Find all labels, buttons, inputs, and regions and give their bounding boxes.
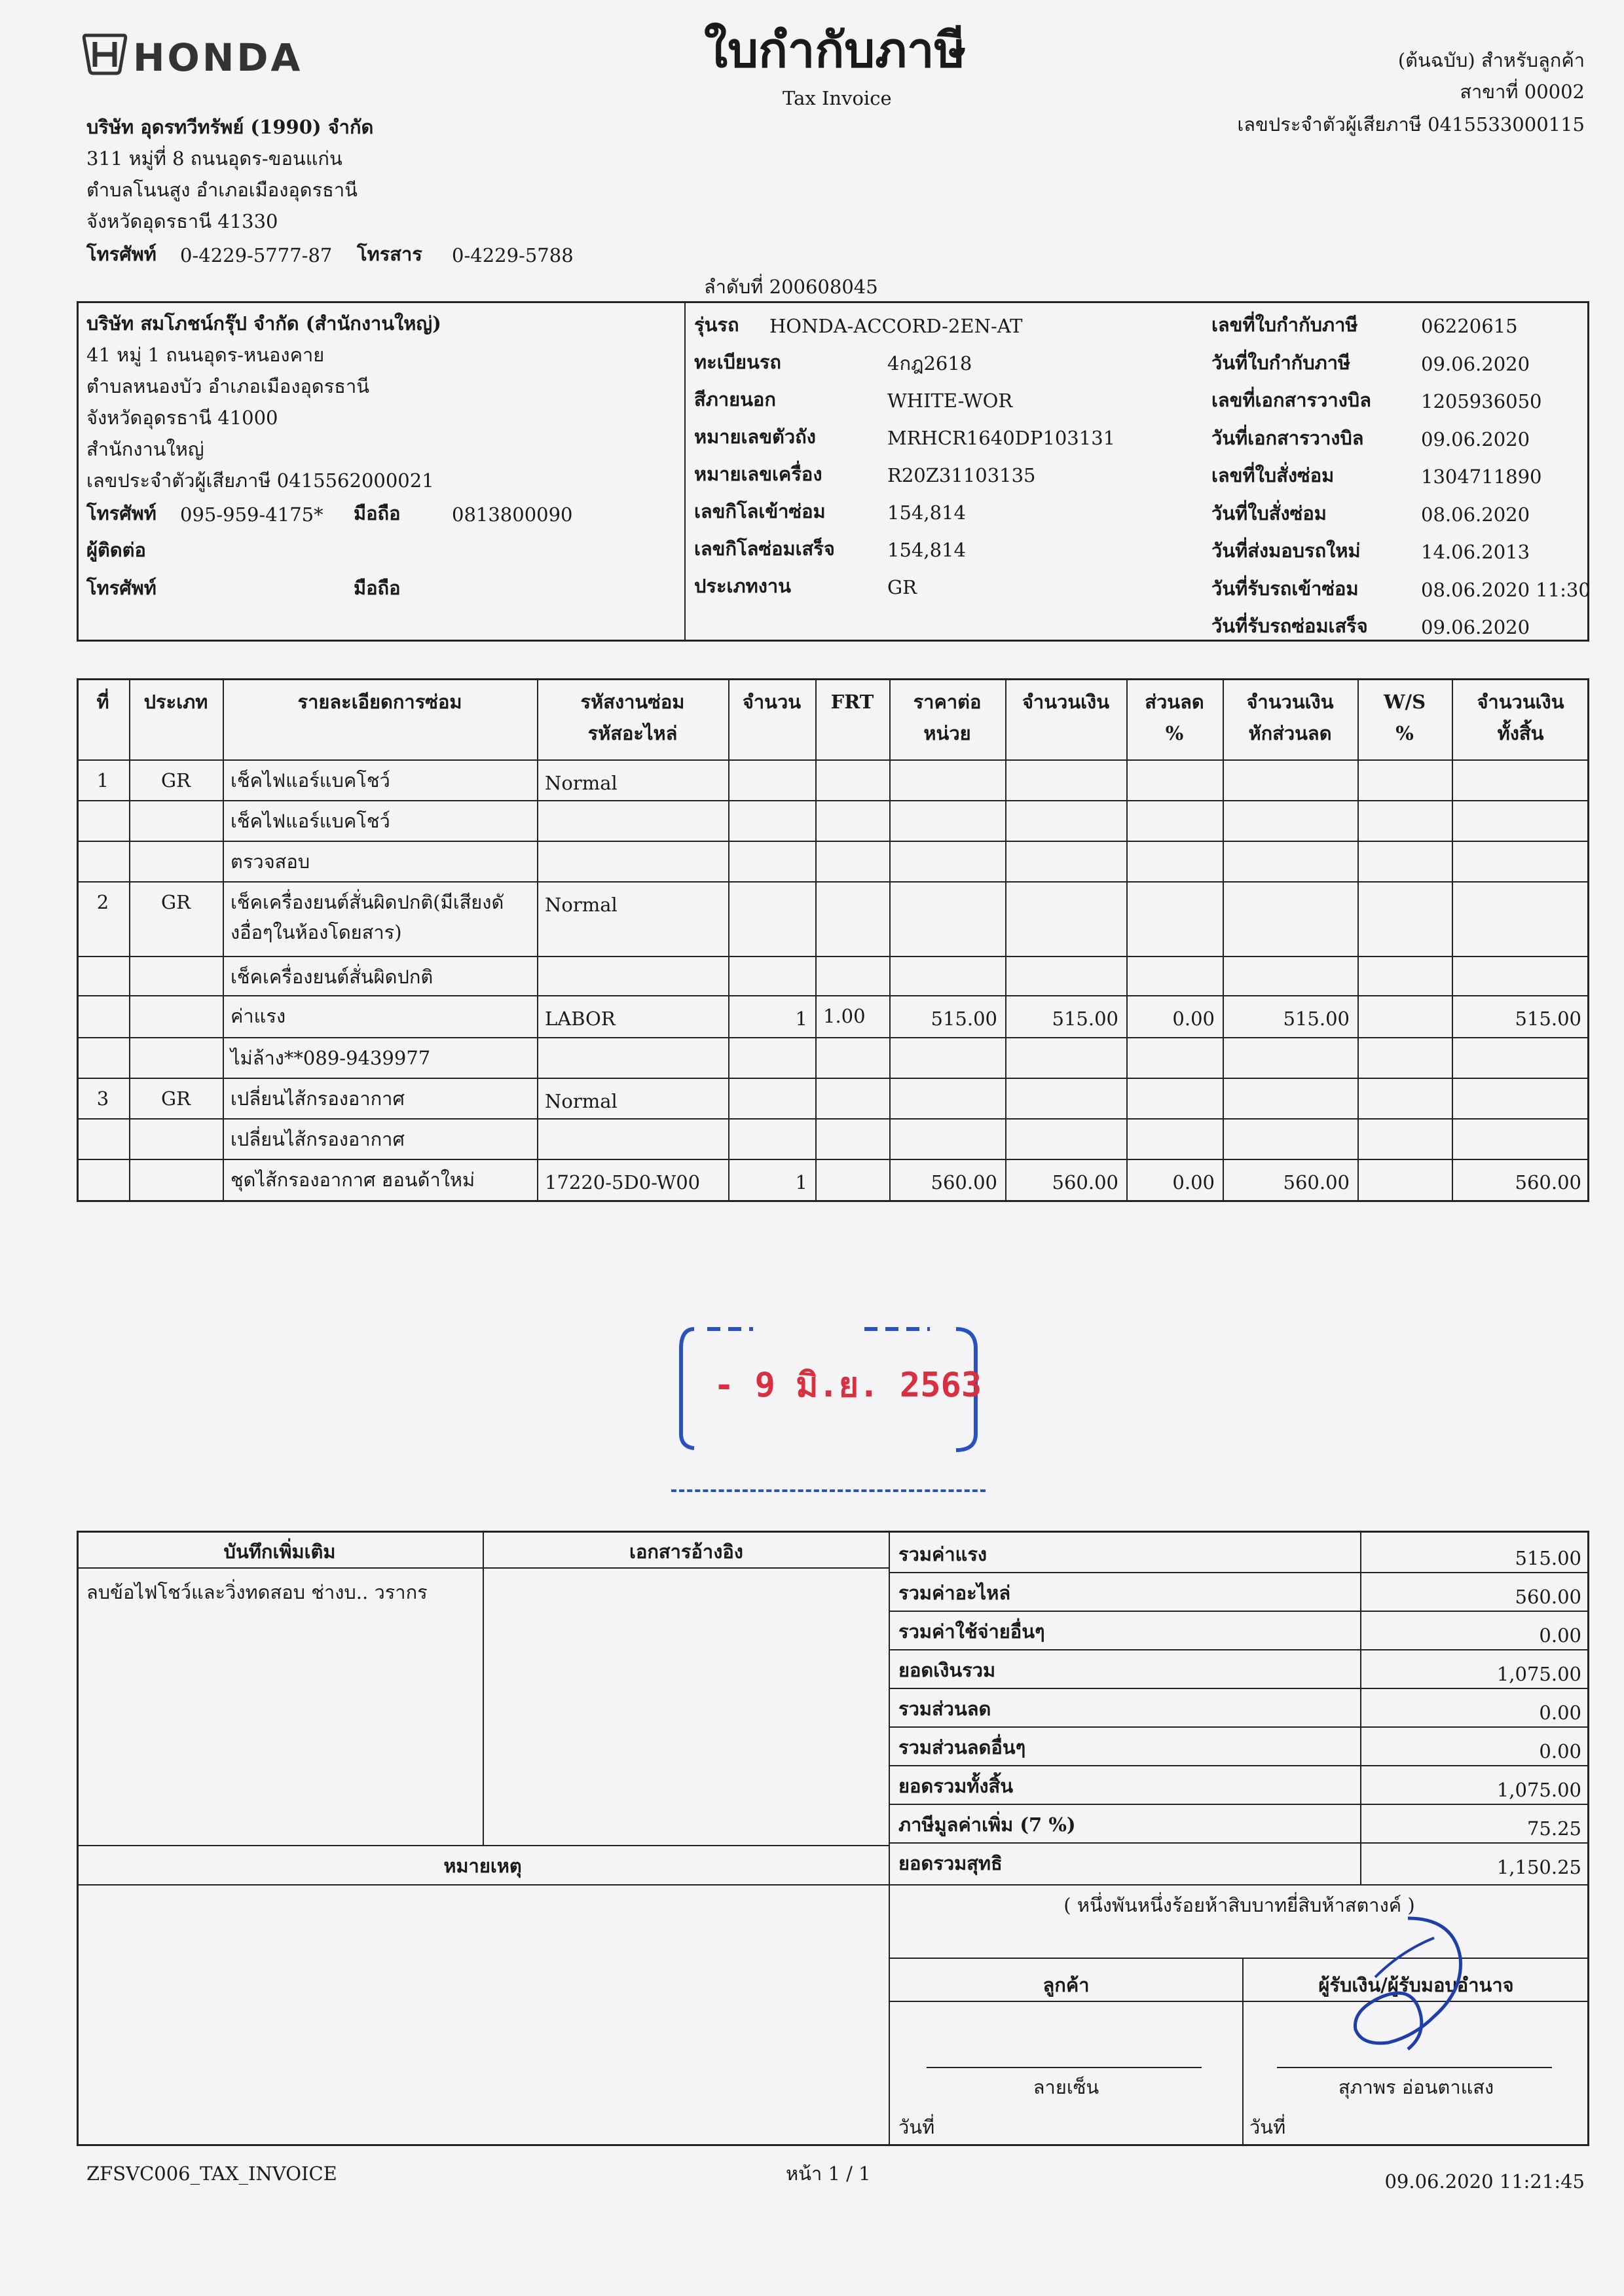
table-row-divider bbox=[77, 1118, 1589, 1120]
table-cell-type: GR bbox=[160, 769, 191, 792]
vehicle-field-value: MRHCR1640DP103131 bbox=[887, 427, 1116, 449]
table-cell-desc: ชุดไส้กรองอากาศ ฮอนด้าใหม่ bbox=[231, 1169, 475, 1191]
table-header-amount: จำนวนเงิน bbox=[1022, 691, 1110, 713]
table-cell-no: 2 bbox=[96, 891, 109, 913]
table-cell-no: 1 bbox=[96, 769, 109, 792]
table-cell-amount: 560.00 bbox=[1052, 1171, 1118, 1194]
totals-row-divider bbox=[889, 1765, 1589, 1766]
customer-address-line2: ตำบลหนองบัว อำเภอเมืองอุดรธานี bbox=[86, 375, 370, 397]
table-row-divider bbox=[77, 995, 1589, 996]
table-header-divider bbox=[77, 759, 1589, 761]
customer-name: บริษัท สมโภชน์กรุ๊ป จำกัด (สำนักงานใหญ่) bbox=[86, 312, 441, 335]
table-cell-qty: 1 bbox=[795, 1171, 807, 1194]
vehicle-field-value: 154,814 bbox=[887, 501, 966, 524]
seller-address-line2: ตำบลโนนสูง อำเภอเมืองอุดรธานี bbox=[86, 179, 358, 201]
summary-divider-notes-header bbox=[77, 1567, 889, 1569]
table-header-disc1: ส่วนลด bbox=[1145, 691, 1204, 713]
totals-value: 0.00 bbox=[1539, 1702, 1581, 1724]
table-cell-net: 560.00 bbox=[1283, 1171, 1350, 1194]
document-field-value: 08.06.2020 11:30 bbox=[1421, 578, 1591, 601]
table-cell-total: 560.00 bbox=[1515, 1171, 1581, 1194]
table-cell-code: Normal bbox=[545, 1090, 618, 1112]
vehicle-field-value: 154,814 bbox=[887, 539, 966, 561]
table-header-price2: หน่วย bbox=[923, 722, 971, 744]
table-header-qty: จำนวน bbox=[742, 691, 802, 713]
table-cell-desc: เช็คไฟแอร์แบคโชว์ bbox=[231, 769, 390, 792]
table-header-frt: FRT bbox=[830, 691, 874, 713]
table-header-price1: ราคาต่อ bbox=[913, 691, 982, 713]
document-field-value: 14.06.2013 bbox=[1421, 541, 1530, 563]
document-field-label: วันที่ส่งมอบรถใหม่ bbox=[1211, 539, 1361, 562]
document-field-value: 09.06.2020 bbox=[1421, 352, 1530, 375]
totals-row-divider bbox=[889, 1572, 1589, 1573]
totals-label: รวมส่วนลด bbox=[898, 1698, 991, 1720]
document-field-label: วันที่ใบกำกับภาษี bbox=[1211, 351, 1351, 374]
vehicle-field-value: HONDA-ACCORD-2EN-AT bbox=[769, 315, 1023, 337]
customer-signature-header: ลูกค้า bbox=[1043, 1974, 1090, 1996]
customer-date-label: วันที่ bbox=[898, 2116, 935, 2138]
table-cell-total: 515.00 bbox=[1515, 1008, 1581, 1030]
seller-fax: 0-4229-5788 bbox=[452, 244, 574, 266]
totals-value: 0.00 bbox=[1539, 1740, 1581, 1762]
vehicle-field-label: หมายเลขตัวถัง bbox=[694, 426, 816, 448]
table-cell-type: GR bbox=[160, 1087, 191, 1110]
receiver-signature-icon bbox=[1336, 1912, 1480, 2062]
summary-divider-remarks bbox=[77, 1845, 889, 1846]
summary-divider-notes bbox=[483, 1531, 484, 1845]
document-field-label: วันที่ใบสั่งซ่อม bbox=[1211, 501, 1327, 524]
amount-in-words: ( หนึ่งพันหนึ่งร้อยห้าสิบบาทยี่สิบห้าสตางค์ ) bbox=[1063, 1894, 1415, 1916]
vehicle-field-value: 4กฎ2618 bbox=[887, 352, 972, 374]
contact-mobile-label: มือถือ bbox=[354, 577, 401, 599]
seller-address-line1: 311 หมู่ที่ 8 ถนนอุดร-ขอนแก่น bbox=[86, 147, 342, 170]
table-header-net1: จำนวนเงิน bbox=[1246, 691, 1334, 713]
totals-row-divider bbox=[889, 1726, 1589, 1728]
vehicle-field-value: R20Z31103135 bbox=[887, 464, 1036, 486]
document-field-label: วันที่รับรถซ่อมเสร็จ bbox=[1211, 615, 1368, 637]
document-field-value: 1304711890 bbox=[1421, 465, 1542, 488]
vehicle-field-value: WHITE-WOR bbox=[887, 390, 1013, 412]
table-header-ws2: % bbox=[1395, 722, 1414, 744]
document-title: ใบกำกับภาษี bbox=[704, 22, 967, 79]
vehicle-field-label: เลขกิโลเข้าซ่อม bbox=[694, 500, 826, 522]
table-row-divider bbox=[77, 1078, 1589, 1079]
vehicle-field-label: สีภายนอก bbox=[694, 388, 776, 410]
totals-value: 560.00 bbox=[1515, 1586, 1581, 1608]
totals-value: 1,075.00 bbox=[1496, 1779, 1581, 1801]
table-cell-desc: เช็คไฟแอร์แบคโชว์ bbox=[231, 810, 390, 832]
table-cell-code: 17220-5D0-W00 bbox=[545, 1171, 701, 1194]
notes-text: ลบข้อไฟโชว์และวิ่งทดสอบ ช่างบ.. วรากร bbox=[86, 1581, 428, 1603]
totals-row-divider bbox=[889, 1649, 1589, 1650]
table-column-divider bbox=[1357, 678, 1359, 1202]
customer-tax-id: เลขประจำตัวผู้เสียภาษี 0415562000021 bbox=[86, 469, 434, 492]
contact-label: ผู้ติดต่อ bbox=[86, 539, 146, 561]
table-column-divider bbox=[815, 678, 817, 1202]
receiver-date-label: วันที่ bbox=[1249, 2116, 1286, 2138]
totals-label: ยอดเงินรวม bbox=[898, 1659, 996, 1681]
table-column-divider bbox=[1005, 678, 1006, 1202]
table-cell-disc: 0.00 bbox=[1172, 1008, 1215, 1030]
totals-value: 0.00 bbox=[1539, 1624, 1581, 1647]
logo-wordmark: HONDA bbox=[133, 35, 303, 80]
summary-divider-remarks-header bbox=[77, 1884, 889, 1886]
table-column-divider bbox=[129, 678, 130, 1202]
table-cell-desc: เช็คเครื่องยนต์สั่นผิดปกติ bbox=[231, 966, 434, 988]
document-field-label: เลขที่ใบกำกับภาษี bbox=[1211, 314, 1358, 336]
table-header-code1: รหัสงานซ่อม bbox=[580, 691, 685, 713]
table-header-disc2: % bbox=[1165, 722, 1184, 744]
table-cell-desc: ไม่ล้าง**089-9439977 bbox=[231, 1047, 431, 1069]
customer-phone: 095-959-4175* bbox=[180, 503, 323, 526]
vehicle-field-label: รุ่นรถ bbox=[694, 314, 739, 336]
table-header-desc: รายละเอียดการซ่อม bbox=[297, 691, 462, 713]
document-field-label: วันที่เอกสารวางบิล bbox=[1211, 426, 1364, 449]
totals-label: รวมค่าใช้จ่ายอื่นๆ bbox=[898, 1620, 1045, 1643]
table-header-net2: หักส่วนลด bbox=[1248, 722, 1332, 744]
document-field-label: วันที่รับรถเข้าซ่อม bbox=[1211, 577, 1359, 600]
table-cell-desc: เปลี่ยนไส้กรองอากาศ bbox=[231, 1128, 405, 1150]
table-header-code2: รหัสอะไหล่ bbox=[587, 722, 678, 744]
table-row-divider bbox=[77, 881, 1589, 883]
customer-box-divider bbox=[684, 301, 686, 642]
copy-label: (ต้นฉบับ) สำหรับลูกค้า bbox=[1397, 49, 1585, 71]
totals-label: ยอดรวมทั้งสิ้น bbox=[898, 1775, 1014, 1797]
honda-wing-icon bbox=[82, 33, 128, 76]
totals-row-divider bbox=[889, 1611, 1589, 1612]
totals-value: 1,075.00 bbox=[1496, 1663, 1581, 1685]
vehicle-field-value: GR bbox=[887, 576, 917, 598]
table-row-divider bbox=[77, 800, 1589, 801]
totals-value: 1,150.25 bbox=[1496, 1856, 1581, 1878]
customer-signature-line bbox=[927, 2067, 1202, 2068]
table-cell-type: GR bbox=[160, 891, 191, 913]
summary-divider-sign-top bbox=[889, 1958, 1589, 1959]
customer-phone-label: โทรศัพท์ bbox=[86, 502, 157, 524]
table-cell-desc: ตรวจสอบ bbox=[231, 850, 310, 873]
table-header-type: ประเภท bbox=[143, 691, 208, 713]
totals-label: ยอดรวมสุทธิ bbox=[898, 1852, 1003, 1874]
table-row-divider bbox=[77, 956, 1589, 957]
contact-phone-label: โทรศัพท์ bbox=[86, 577, 157, 599]
stamp-dotted-line bbox=[671, 1489, 986, 1492]
document-field-value: 08.06.2020 bbox=[1421, 503, 1530, 526]
document-field-value: 09.06.2020 bbox=[1421, 428, 1530, 450]
summary-divider-words bbox=[889, 1884, 1589, 1886]
table-cell-code: Normal bbox=[545, 894, 618, 916]
table-column-divider bbox=[537, 678, 538, 1202]
totals-value: 515.00 bbox=[1515, 1547, 1581, 1569]
remarks-header: หมายเหตุ bbox=[443, 1855, 522, 1877]
document-field-label: เลขที่เอกสารวางบิล bbox=[1211, 389, 1371, 411]
document-subtitle: Tax Invoice bbox=[783, 87, 892, 109]
table-column-divider bbox=[1126, 678, 1128, 1202]
receiver-signature-line bbox=[1277, 2067, 1552, 2068]
document-sequence: ลำดับที่ 200608045 bbox=[704, 276, 878, 298]
totals-row-divider bbox=[889, 1688, 1589, 1689]
table-column-divider bbox=[889, 678, 891, 1202]
form-code: ZFSVC006_TAX_INVOICE bbox=[86, 2162, 337, 2185]
table-cell-frt: 1.00 bbox=[823, 1005, 866, 1027]
branch-number: สาขาที่ 00002 bbox=[1460, 81, 1585, 103]
table-header-total1: จำนวนเงิน bbox=[1477, 691, 1564, 713]
vehicle-field-label: ทะเบียนรถ bbox=[694, 351, 781, 373]
totals-row-divider bbox=[889, 1804, 1589, 1805]
received-date-stamp bbox=[668, 1309, 995, 1460]
seller-fax-label: โทรสาร bbox=[357, 243, 422, 265]
table-header-no: ที่ bbox=[96, 691, 109, 713]
customer-mobile-label: มือถือ bbox=[354, 502, 401, 524]
vehicle-field-label: เลขกิโลซ่อมเสร็จ bbox=[694, 538, 835, 560]
seller-address-line3: จังหวัดอุดรธานี 41330 bbox=[86, 210, 278, 232]
table-cell-qty: 1 bbox=[795, 1008, 807, 1030]
reference-header: เอกสารอ้างอิง bbox=[629, 1540, 743, 1563]
table-cell-net: 515.00 bbox=[1283, 1008, 1350, 1030]
printed-timestamp: 09.06.2020 11:21:45 bbox=[1384, 2170, 1585, 2193]
document-field-value: 1205936050 bbox=[1421, 390, 1542, 412]
summary-divider-totals bbox=[889, 1531, 890, 2146]
seller-tax-id: เลขประจำตัวผู้เสียภาษี 0415533000115 bbox=[1237, 113, 1585, 136]
customer-sign-label: ลายเซ็น bbox=[1033, 2076, 1099, 2098]
summary-divider-sign-head bbox=[889, 2001, 1589, 2002]
table-column-divider bbox=[223, 678, 224, 1202]
table-cell-code: Normal bbox=[545, 772, 618, 794]
document-field-label: เลขที่ใบสั่งซ่อม bbox=[1211, 464, 1335, 486]
vehicle-field-label: ประเภทงาน bbox=[694, 575, 791, 597]
totals-value: 75.25 bbox=[1526, 1817, 1581, 1840]
customer-mobile: 0813800090 bbox=[452, 503, 573, 526]
table-column-divider bbox=[1223, 678, 1224, 1202]
table-cell-disc: 0.00 bbox=[1172, 1171, 1215, 1194]
table-row-divider bbox=[77, 1159, 1589, 1160]
customer-office: สำนักงานใหญ่ bbox=[86, 438, 204, 460]
table-header-ws1: W/S bbox=[1383, 691, 1426, 713]
table-cell-price: 515.00 bbox=[931, 1008, 997, 1030]
seller-phone: 0-4229-5777-87 bbox=[180, 244, 333, 266]
totals-label: รวมค่าอะไหล่ bbox=[898, 1582, 1011, 1604]
page-number: หน้า 1 / 1 bbox=[786, 2162, 871, 2185]
seller-name: บริษัท อุดรทวีทรัพย์ (1990) จำกัด bbox=[86, 116, 374, 138]
receiver-signature-header: ผู้รับเงิน/ผู้รับมอบอำนาจ bbox=[1318, 1974, 1514, 1996]
seller-phone-label: โทรศัพท์ bbox=[86, 243, 157, 265]
totals-row-divider bbox=[889, 1842, 1589, 1844]
table-row-divider bbox=[77, 1037, 1589, 1038]
document-field-value: 06220615 bbox=[1421, 315, 1518, 337]
table-column-divider bbox=[1452, 678, 1453, 1202]
table-cell-desc: เช็คเครื่องยนต์สั่นผิดปกติ(มีเสียงดั bbox=[231, 891, 504, 913]
table-cell-code: LABOR bbox=[545, 1008, 616, 1030]
vehicle-field-label: หมายเลขเครื่อง bbox=[694, 463, 822, 485]
table-cell-amount: 515.00 bbox=[1052, 1008, 1118, 1030]
table-cell-desc: เปลี่ยนไส้กรองอากาศ bbox=[231, 1087, 405, 1110]
table-column-divider bbox=[728, 678, 729, 1202]
table-row-divider bbox=[77, 841, 1589, 842]
table-cell-price: 560.00 bbox=[931, 1171, 997, 1194]
table-header-total2: ทั้งสิ้น bbox=[1497, 722, 1544, 744]
table-cell-desc-cont: งอื่อๆในห้องโดยสาร) bbox=[231, 921, 402, 943]
notes-header: บันทึกเพิ่มเติม bbox=[223, 1540, 336, 1563]
table-cell-desc: ค่าแรง bbox=[231, 1005, 286, 1027]
receiver-name: สุภาพร อ่อนตาแสง bbox=[1338, 2076, 1494, 2098]
totals-label: รวมค่าแรง bbox=[898, 1543, 987, 1565]
totals-label: รวมส่วนลดอื่นๆ bbox=[898, 1736, 1026, 1758]
table-cell-no: 3 bbox=[96, 1087, 109, 1110]
stamp-date: - 9 มิ.ย. 2563 bbox=[714, 1366, 982, 1405]
customer-address-line1: 41 หมู่ 1 ถนนอุดร-หนองคาย bbox=[86, 344, 325, 366]
customer-address-line3: จังหวัดอุดรธานี 41000 bbox=[86, 407, 278, 429]
document-field-value: 09.06.2020 bbox=[1421, 616, 1530, 638]
totals-label: ภาษีมูลค่าเพิ่ม (7 %) bbox=[898, 1813, 1076, 1836]
